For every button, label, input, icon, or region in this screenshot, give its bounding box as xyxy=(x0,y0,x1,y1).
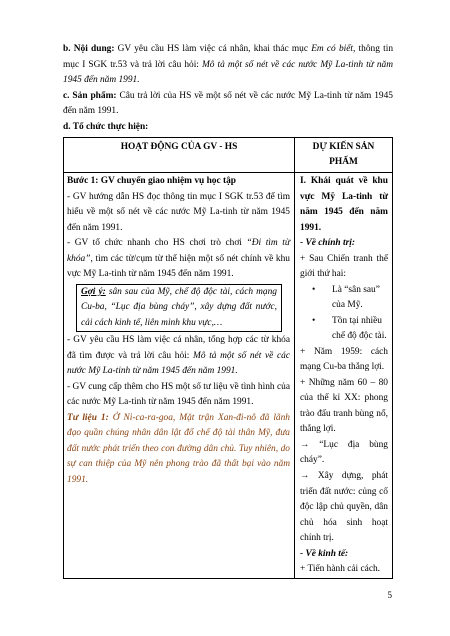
materials-paragraph: - GV cung cấp thêm cho HS một số tư liệu về tình hình của các nước Mỹ La-tinh từ năm 1945 đến năm 1991. xyxy=(67,381,290,408)
intro-section xyxy=(63,42,393,135)
list-item xyxy=(300,283,388,314)
product-paragraph xyxy=(63,89,393,120)
content-paragraph xyxy=(63,42,393,89)
source-paragraph xyxy=(67,411,290,489)
products-cell xyxy=(295,173,393,578)
hint-label: Gợi ý: xyxy=(81,286,106,297)
bullet-icon: • xyxy=(312,284,316,295)
header-activities: HOẠT ĐỘNG CỦA GV - HS xyxy=(64,138,295,173)
postwar-paragraph: + Sau Chiến tranh thế giới thứ hai: xyxy=(300,253,388,280)
arrow-paragraph-2: → Xây dựng, phát triển đất nước: củng cố độc lập chủ quyền, dân chủ hóa sinh hoạt chính trị. xyxy=(300,470,388,544)
game-text-2: , tìm các từ/cụm từ thể hiện một số nét chính về khu vực Mỹ La-tinh từ năm 1945 đến năm 1991. xyxy=(67,253,290,280)
content-text: GV yêu cầu HS làm việc cá nhân, khai thác mục xyxy=(114,44,312,54)
activities-cell xyxy=(64,173,295,578)
page-number: 5 xyxy=(387,590,392,600)
summary-text: - GV yêu cầu HS làm việc cá nhân, tổng hợp các từ khóa đã tìm được và trả lời câu hỏi: xyxy=(67,335,290,361)
content-text-2: , thông tin mục I SGK tr.53 và trả lời câu hỏi: xyxy=(63,44,394,70)
cuba-paragraph: + Năm 1959: cách mạng Cu-ba thắng lợi. xyxy=(300,346,388,373)
list-item xyxy=(300,314,388,345)
table-header-row xyxy=(64,138,393,173)
product-text: Câu trả lời của HS về một số nét về các nước Mỹ La-tinh từ năm 1945 đến năm 1991. xyxy=(63,90,393,117)
summary-paragraph xyxy=(67,333,290,380)
content-question: Mô tả một số nét về các nước Mỹ La-tinh từ năm 1945 đến năm 1991. xyxy=(63,59,393,86)
content-italic: Em có biết xyxy=(311,44,354,54)
table-row xyxy=(64,173,393,578)
bullet-text: Là “sân sau” của Mỹ. xyxy=(332,284,380,311)
game-text: - GV tổ chức nhanh cho HS chơi trò chơi xyxy=(67,238,247,249)
politics-heading: - Về chính trị: xyxy=(300,238,355,249)
bullet-text: Tồn tại nhiều chế độ độc tài. xyxy=(332,315,387,342)
arrow-paragraph-1: → “Lục địa bùng cháy”. xyxy=(300,439,388,466)
product-label: c. Sản phẩm: xyxy=(63,90,117,101)
struggle-paragraph: + Những năm 60 – 80 của thế kỉ XX: phong trào đấu tranh bùng nổ, thắng lợi. xyxy=(300,377,388,435)
content-label: b. Nội dung: xyxy=(63,44,115,54)
game-paragraph xyxy=(67,236,290,283)
hint-text: sân sau của Mỹ, chế độ độc tài, cách mạng Cu-ba, “Lục địa bùng cháy”, xây dựng đất nước, cải cách kinh tế, liên minh khu vực,… xyxy=(81,286,277,328)
organization-heading: d. Tổ chức thực hiện: xyxy=(63,121,149,132)
economy-heading: - Về kinh tế: xyxy=(300,548,349,559)
source-text: Ở Ni-ca-ra-goa, Mặt trận Xan-đi-nô đã lãnh đạo quần chúng nhân dân lật đổ chế độ tài thân Mỹ, đưa đất nước phát triển theo con đường dân chủ. Tuy nhiên, do sự can thiệp của Mỹ nên phong trào đã thất bại vào năm 1991. xyxy=(67,412,290,485)
source-label: Tư liệu 1: xyxy=(67,412,109,423)
economy-paragraph: + Tiến hành cải cách. xyxy=(300,564,381,575)
hint-box xyxy=(76,284,282,333)
section-heading: I. Khái quát về khu vực Mỹ La-tinh từ năm 1945 đến năm 1991. xyxy=(300,176,388,233)
step1-heading: Bước 1: GV chuyển giao nhiệm vụ học tập xyxy=(67,176,236,187)
game-name: “Đi tìm từ khóa” xyxy=(67,238,290,264)
activity-table xyxy=(63,137,393,579)
header-expected-products: DỰ KIẾN SẢN PHẨM xyxy=(295,138,393,173)
bullet-icon: • xyxy=(312,315,316,326)
guide-paragraph: - GV hướng dẫn HS đọc thông tin mục I SGK tr.53 để tìm hiểu về một số nét về các nước Mỹ La-tinh từ năm 1945 đến năm 1991. xyxy=(67,191,290,233)
summary-question: Mô tả một số nét về các nước Mỹ La-tinh từ năm 1945 đến năm 1991. xyxy=(67,350,290,377)
